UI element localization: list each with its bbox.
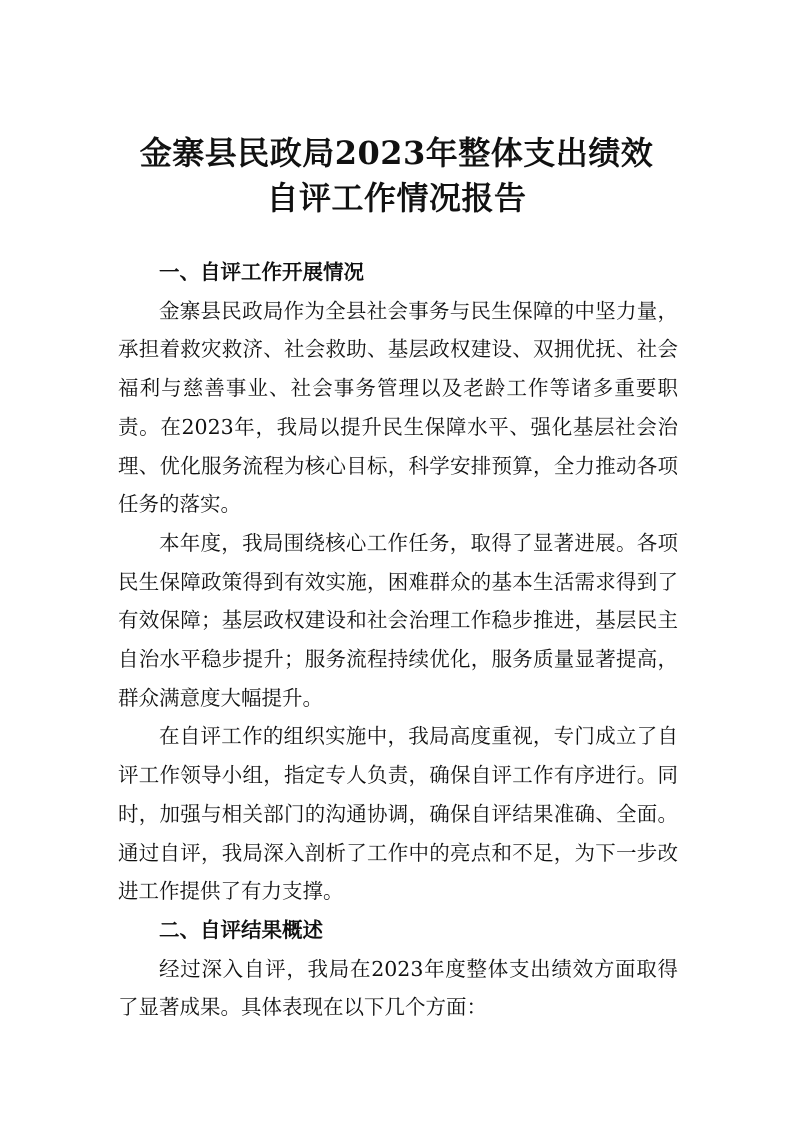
section-heading-1: 一、自评工作开展情况 [159,260,364,284]
paragraph: 在自评工作的组织实施中，我局高度重视，专门成立了自评工作领导小组，指定专人负责，确保自评工作有序进行。同时，加强与相关部门的沟通协调，确保自评结果准确、全面。通过自评，我局深入剖析了工作中的亮点和不足，为下一步改进工作提供了有力支撑。 [118,724,678,904]
document-body [118,253,678,1027]
section-heading-2: 二、自评结果概述 [159,917,323,942]
paragraph: 本年度，我局围绕核心工作任务，取得了显著进展。各项民生保障政策得到有效实施，困难群众的基本生活需求得到了有效保障；基层政权建设和社会治理工作稳步推进，基层民主自治水平稳步提升；服务流程持续优化，服务质量显著提高，群众满意度大幅提升。 [118,530,678,710]
document-title-line2: 自评工作情况报告 [266,179,527,217]
paragraph: 经过深入自评，我局在2023年度整体支出绩效方面取得了显著成果。具体表现在以下几个方面： [118,956,678,1020]
paragraph: 金寨县民政局作为全县社会事务与民生保障的中坚力量，承担着救灾救济、社会救助、基层政权建设、双拥优抚、社会福利与慈善事业、社会事务管理以及老龄工作等诸多重要职责。在2023年，我局以提升民生保障水平、强化基层社会治理、优化服务流程为核心目标，科学安排预算，全力推动各项任务的落实。 [118,298,678,517]
document-title-line1: 金寨县民政局2023年整体支出绩效 [139,134,654,172]
